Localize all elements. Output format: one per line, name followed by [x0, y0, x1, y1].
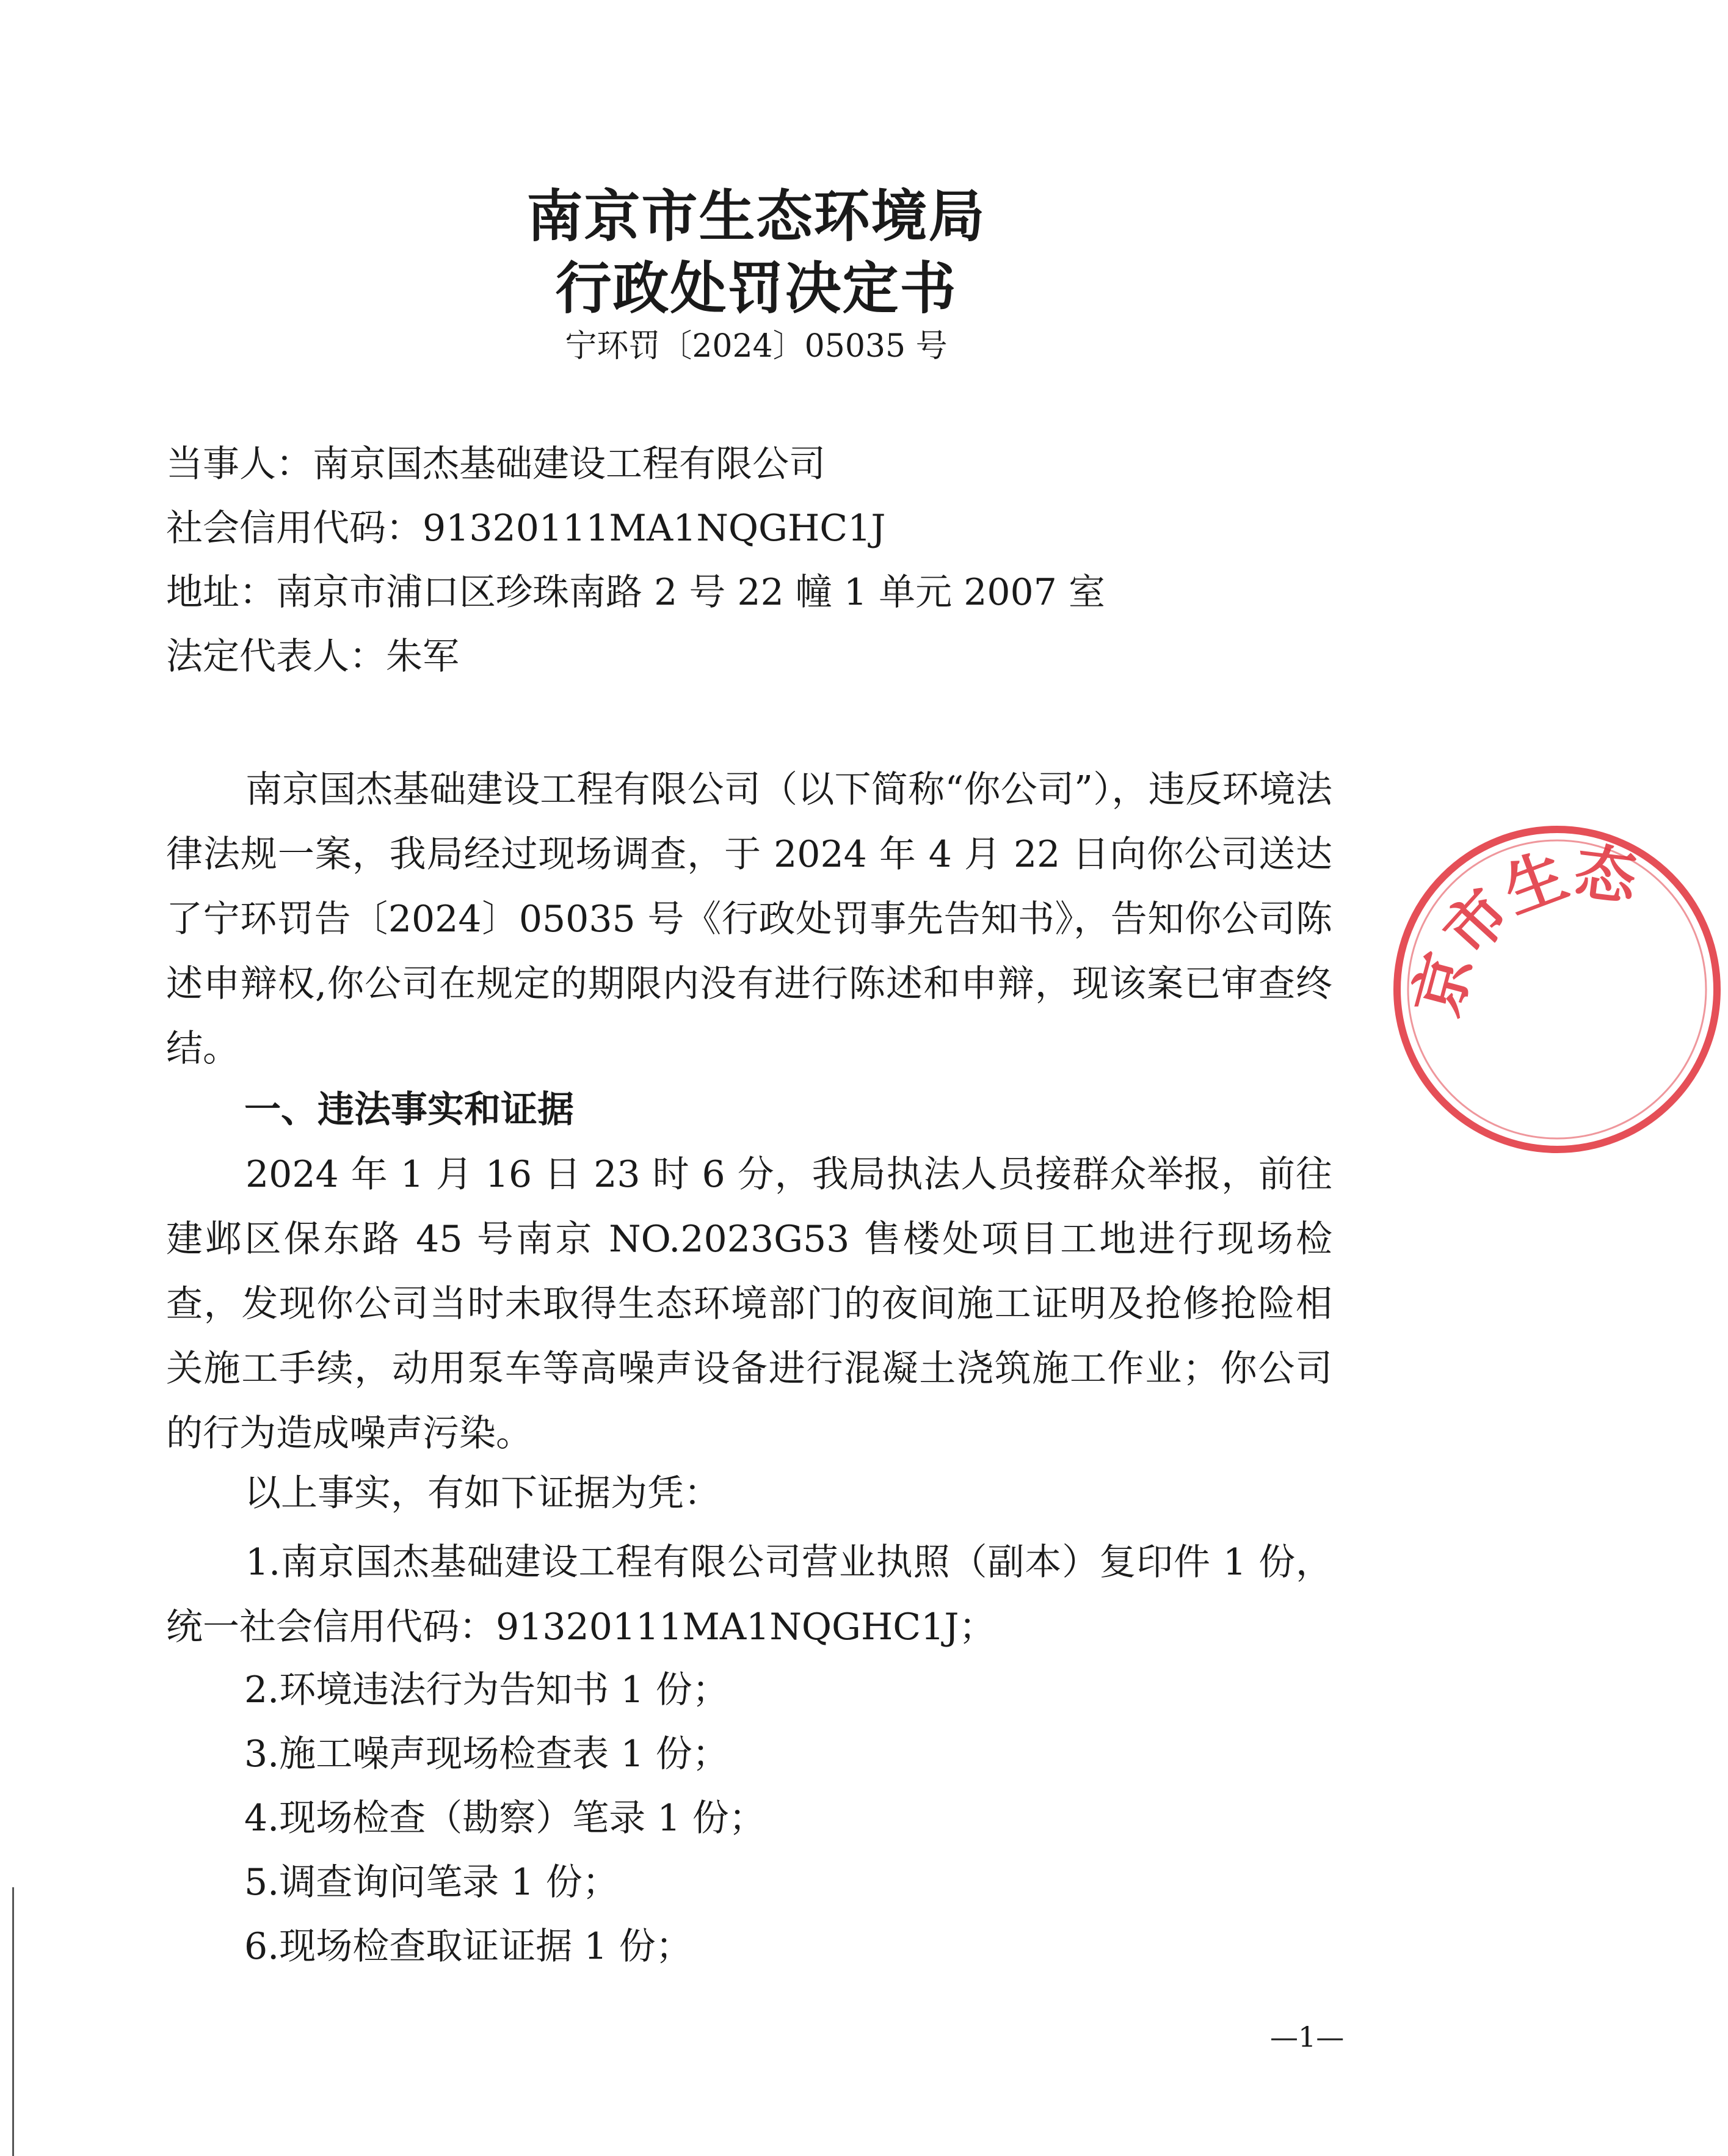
evidence-item: 6.现场检查取证证据 1 份；	[244, 1925, 692, 1968]
party-credit-code: 社会信用代码：91320111MA1NQGHC1J	[166, 507, 886, 550]
official-seal-icon	[1386, 818, 1728, 1160]
section-heading-facts: 一、违法事实和证据	[244, 1088, 574, 1131]
evidence-item: 4.现场检查（勘察）笔录 1 份；	[244, 1797, 766, 1840]
party-name: 当事人：南京国杰基础建设工程有限公司	[166, 443, 826, 486]
evidence-item: 3.施工噪声现场检查表 1 份；	[244, 1733, 729, 1775]
party-address: 地址：南京市浦口区珍珠南路 2 号 22 幢 1 单元 2007 室	[166, 571, 1105, 614]
evidence-item: 5.调查询问笔录 1 份；	[244, 1861, 619, 1904]
facts-paragraph: 2024 年 1 月 16 日 23 时 6 分，我局执法人员接群众举报，前往建邺区保东路 45 号南京 NO.2023G53 售楼处项目工地进行现场检查，发现你公司当时未取得生态环境部门的夜间施工证明及抢修抢险相关施工手续，动用泵车等高噪声设备进行混凝土浇筑施工作业；你公司的行为造成噪声污染。	[166, 1153, 1332, 1455]
evidence-intro: 以上事实，有如下证据为凭：	[244, 1472, 721, 1515]
document-title: 行政处罚决定书	[555, 256, 957, 321]
svg-text:京市生态	[1400, 835, 1641, 1023]
agency-title: 南京市生态环境局	[526, 184, 986, 249]
evidence-item: 2.环境违法行为告知书 1 份；	[244, 1669, 729, 1711]
party-legal-representative: 法定代表人：朱军	[166, 635, 459, 678]
scan-margin-line	[12, 1887, 14, 2156]
document-number: 宁环罚〔2024〕05035 号	[565, 328, 948, 365]
seal-text: 京市生态	[1400, 835, 1641, 1024]
page-number: —1—	[1270, 2020, 1345, 2053]
intro-paragraph: 南京国杰基础建设工程有限公司（以下简称“你公司”），违反环境法律法规一案，我局经过现场调查，于 2024 年 4 月 22 日向你公司送达了宁环罚告〔2024〕05035 号《行政处罚事先告知书》，告知你公司陈述申辩权,你公司在规定的期限内没有进行陈述和申辩，现该案已审查终结。	[166, 768, 1332, 1070]
evidence-item: 1.南京国杰基础建设工程有限公司营业执照（副本）复印件 1 份，统一社会信用代码：91320111MA1NQGHC1J；	[166, 1541, 1332, 1648]
